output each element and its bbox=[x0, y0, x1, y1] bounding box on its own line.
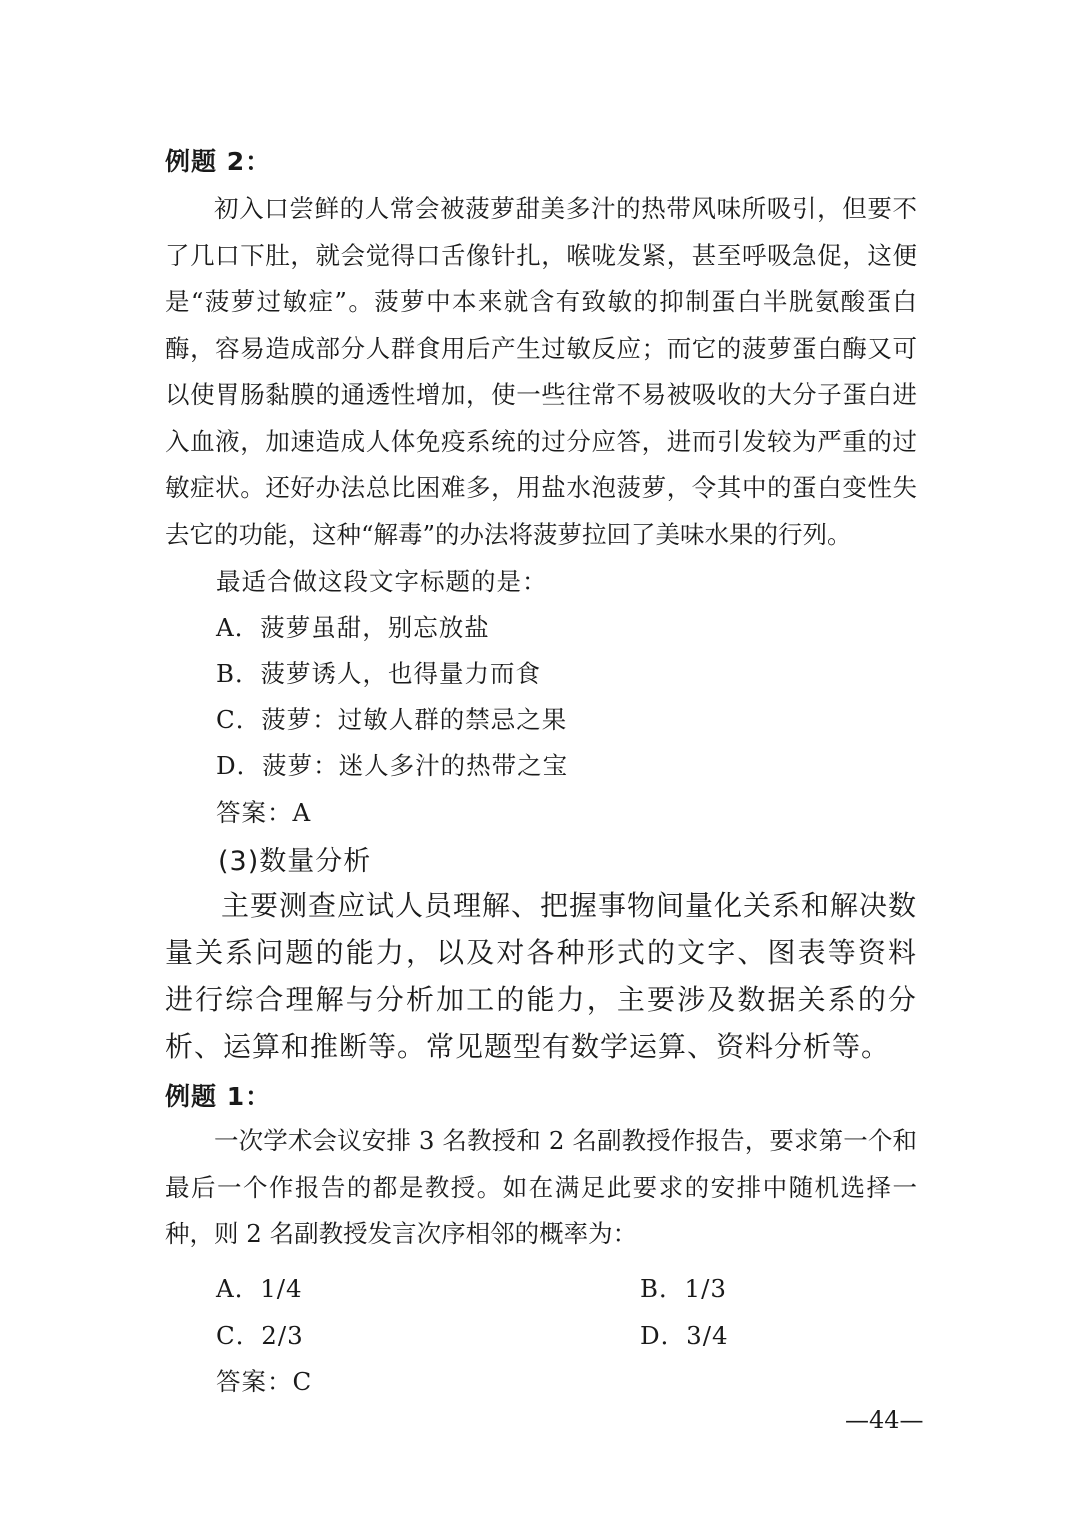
example1-option-c: C．2/3 bbox=[216, 1321, 304, 1350]
example2-option-b: B．菠萝诱人，也得量力而食 bbox=[216, 659, 542, 688]
example2-option-a: A．菠萝虽甜，别忘放盐 bbox=[216, 613, 490, 642]
page-number: —44— bbox=[845, 1406, 924, 1434]
example1-answer: 答案：C bbox=[216, 1367, 313, 1396]
example1-option-a: A．1/4 bbox=[216, 1274, 303, 1303]
section3-description: 主要测查应试人员理解、把握事物间量化关系和解决数量关系问题的能力，以及对各种形式的文字、图表等资料进行综合理解与分析加工的能力，主要涉及数据关系的分析、运算和推断等。常见题型有数学运算、资料分析等。 bbox=[165, 889, 918, 1063]
example2-option-c: C．菠萝：过敏人群的禁忌之果 bbox=[216, 705, 568, 734]
example2-passage: 初入口尝鲜的人常会被菠萝甜美多汁的热带风味所吸引，但要不了几口下肚，就会觉得口舌像针扎，喉咙发紧，甚至呼吸急促，这便是“菠萝过敏症”。菠萝中本来就含有致敏的抑制蛋白半胱氨酸蛋白酶，容易造成部分人群食用后产生过敏反应；而它的菠萝蛋白酶又可以使胃肠黏膜的通透性增加，使一些往常不易被吸收的大分子蛋白进入血液，加速造成人体免疫系统的过分应答，进而引发较为严重的过敏症状。还好办法总比困难多，用盐水泡菠萝，令其中的蛋白变性失去它的功能，这种“解毒”的办法将菠萝拉回了美味水果的行列。 bbox=[165, 194, 917, 549]
example2-question: 最适合做这段文字标题的是： bbox=[216, 567, 548, 596]
example1-option-d: D．3/4 bbox=[640, 1321, 729, 1350]
example2-option-d: D．菠萝：迷人多汁的热带之宝 bbox=[216, 751, 569, 780]
example2-heading: 例题 2： bbox=[165, 147, 272, 176]
section3-title: (3)数量分析 bbox=[218, 846, 372, 877]
example2-answer: 答案：A bbox=[216, 798, 312, 827]
example1-heading: 例题 1： bbox=[165, 1082, 272, 1111]
example1-passage: 一次学术会议安排 3 名教授和 2 名副教授作报告，要求第一个和最后一个作报告的都是教授。如在满足此要求的安排中随机选择一种，则 2 名副教授发言次序相邻的概率为： bbox=[165, 1126, 917, 1248]
example1-option-b: B．1/3 bbox=[640, 1274, 727, 1303]
